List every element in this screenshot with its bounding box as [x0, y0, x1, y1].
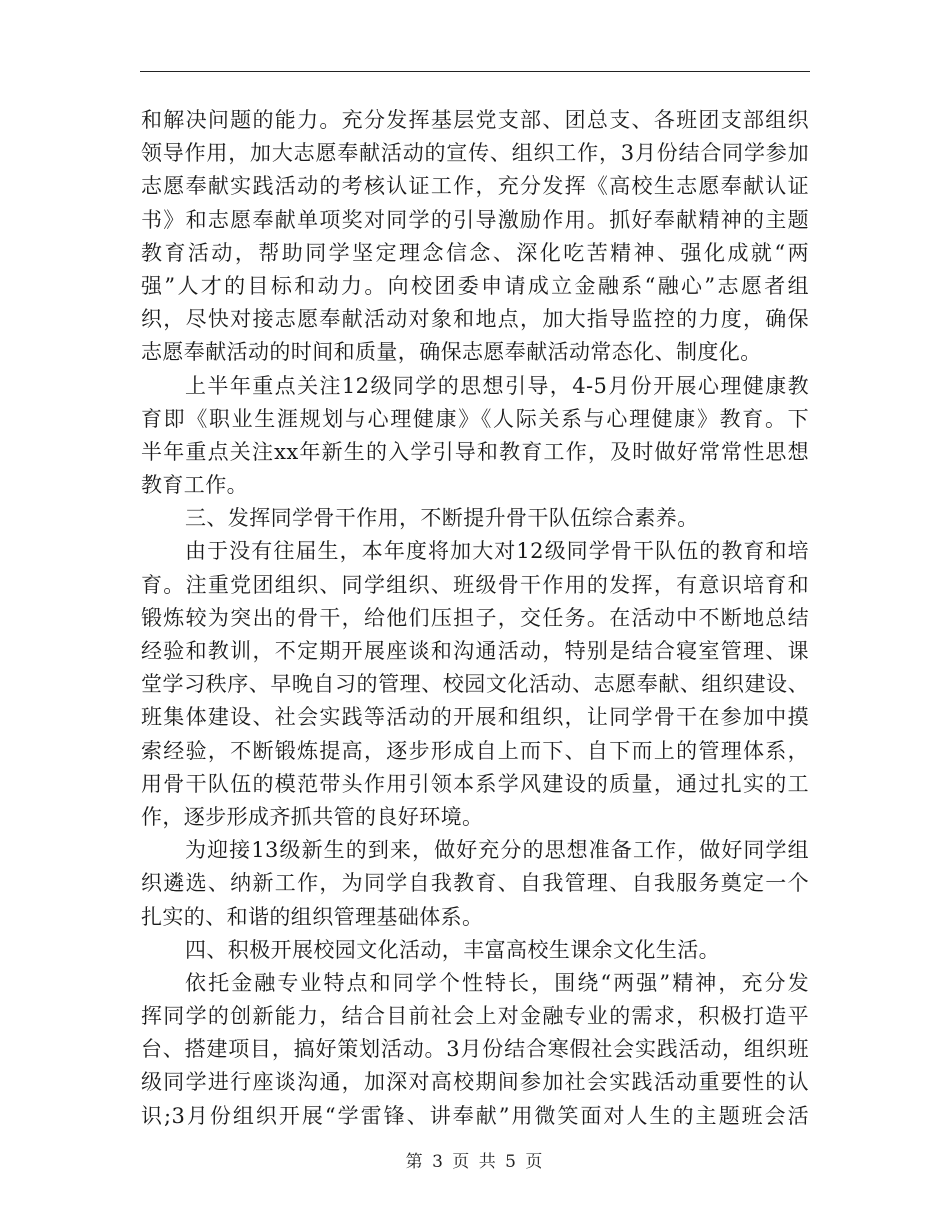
- text-line: 强”人才的目标和动力。向校团委申请成立金融系“融心”志愿者组: [141, 273, 809, 298]
- text-line: 由于没有往届生，本年度将加大对12级同学骨干队伍的教育和培: [185, 539, 809, 564]
- text-line: 志愿奉献实践活动的考核认证工作，充分发挥《高校生志愿奉献认证: [141, 174, 809, 199]
- text-line: 扎实的、和谐的组织管理基础体系。: [141, 904, 484, 929]
- text-line: 用骨干队伍的模范带头作用引领本系学风建设的质量，通过扎实的工: [141, 771, 809, 796]
- text-line: 班集体建设、社会实践等活动的开展和组织，让同学骨干在参加中摸: [141, 705, 809, 730]
- text-line: 三、发挥同学骨干作用，不断提升骨干队伍综合素养。: [185, 506, 699, 531]
- text-line: 织，尽快对接志愿奉献活动对象和地点，加大指导监控的力度，确保: [141, 307, 809, 332]
- text-line: 依托金融专业特点和同学个性特长，围绕“两强”精神，充分发: [185, 970, 809, 995]
- text-line: 识;3月份组织开展“学雷锋、讲奉献”用微笑面对人生的主题班会活: [141, 1103, 809, 1128]
- text-line: 台、搭建项目，搞好策划活动。3月份结合寒假社会实践活动，组织班: [141, 1037, 809, 1062]
- text-line: 育即《职业生涯规划与心理健康》《人际关系与心理健康》教育。下: [141, 406, 809, 431]
- text-line: 领导作用，加大志愿奉献活动的宣传、组织工作，3月份结合同学参加: [141, 141, 809, 166]
- text-line: 志愿奉献活动的时间和质量，确保志愿奉献活动常态化、制度化。: [141, 340, 762, 365]
- text-line: 级同学进行座谈沟通，加深对高校期间参加社会实践活动重要性的认: [141, 1070, 809, 1095]
- text-line: 书》和志愿奉献单项奖对同学的引导激励作用。抓好奉献精神的主题: [141, 207, 809, 232]
- page-number-footer: 第 3 页 共 5 页: [405, 1152, 545, 1172]
- text-line: 经验和教训，不定期开展座谈和沟通活动，特别是结合寝室管理、课: [141, 639, 809, 663]
- text-line: 挥同学的创新能力，结合目前社会上对金融专业的需求，积极打造平: [141, 1004, 809, 1029]
- text-line: 堂学习秩序、早晚自习的管理、校园文化活动、志愿奉献、组织建设、: [141, 672, 809, 697]
- text-line: 上半年重点关注12级同学的思想引导，4-5月份开展心理健康教: [185, 373, 809, 398]
- text-line: 教育工作。: [141, 473, 248, 498]
- header-rule: [140, 71, 810, 72]
- text-line: 育。注重党团组织、同学组织、班级骨干作用的发挥，有意识培育和: [141, 572, 809, 597]
- text-line: 织遴选、纳新工作，为同学自我教育、自我管理、自我服务奠定一个: [141, 871, 809, 896]
- document-body: [141, 104, 809, 1133]
- text-line: 教育活动，帮助同学坚定理念信念、深化吃苦精神、强化成就“两: [141, 240, 809, 265]
- text-line: 半年重点关注xx年新生的入学引导和教育工作，及时做好常常性思想: [141, 439, 809, 464]
- text-line: 为迎接13级新生的到来，做好充分的思想准备工作，做好同学组: [185, 838, 809, 863]
- text-line: 锻炼较为突出的骨干，给他们压担子，交任务。在活动中不断地总结: [141, 605, 809, 630]
- text-line: 索经验，不断锻炼提高，逐步形成自上而下、自下而上的管理体系，: [141, 738, 809, 763]
- text-line: 和解决问题的能力。充分发挥基层党支部、团总支、各班团支部组织: [141, 108, 809, 132]
- text-line: 四、积极开展校园文化活动，丰富高校生课余文化生活。: [185, 937, 720, 962]
- text-line: 作，逐步形成齐抓共管的良好环境。: [141, 804, 484, 829]
